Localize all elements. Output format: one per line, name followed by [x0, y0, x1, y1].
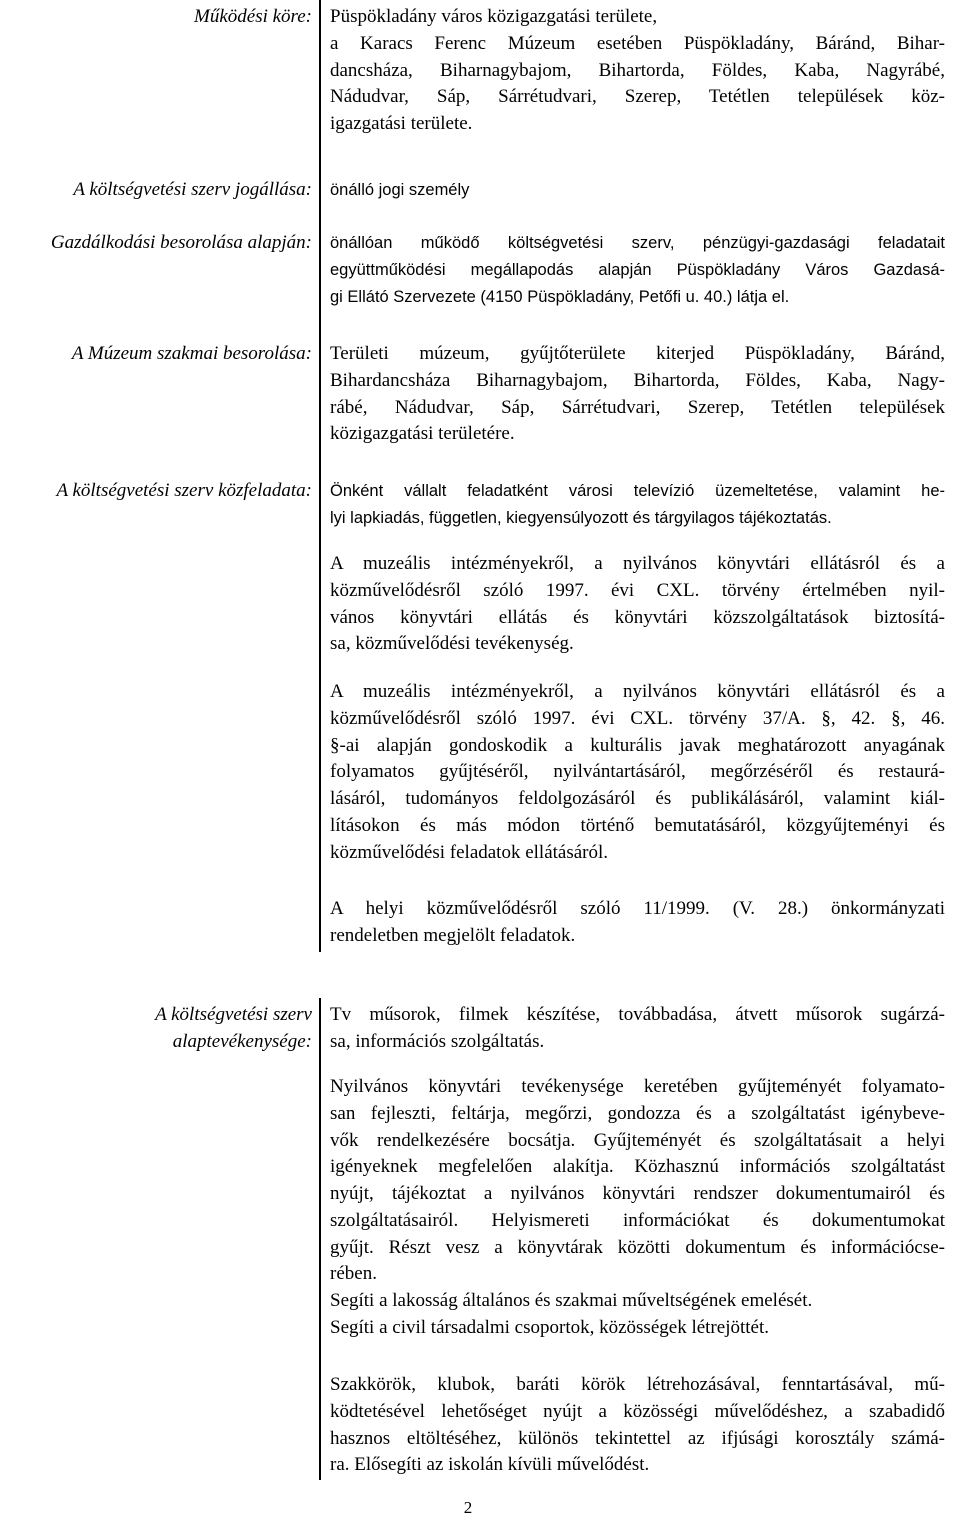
text-line: nyújt, tájékoztat a nyilvános könyvtári rendszer dokumentumairól és — [330, 1183, 945, 1204]
paragraph-muzeum-besorolas — [330, 341, 945, 448]
paragraph-mukodesi-kore — [330, 4, 945, 138]
text-line: A muzeális intézményekről, a nyilvános könyvtári ellátásról és a — [330, 681, 945, 702]
text-line: közművelődésről szóló 1997. évi CXL. törvény 37/A. §, 42. §, 46. — [330, 707, 945, 729]
paragraph-alaptevekenyseg-3 — [330, 1372, 945, 1479]
text-line: igazgatási területe. — [330, 113, 473, 134]
label-line: A költségvetési szerv — [155, 1004, 312, 1025]
paragraph-jogallasa — [330, 177, 945, 204]
label-line: Működési köre: — [194, 6, 312, 27]
text-line: Bihardancsháza Biharnagybajom, Bihartorda, Földes, Kaba, Nagy- — [330, 369, 945, 391]
text-line: A muzeális intézményekről, a nyilvános könyvtári ellátásról és a — [330, 553, 945, 574]
label-mukodesi-kore — [0, 4, 312, 31]
text-line: sa, közművelődési tevékenység. — [330, 633, 574, 655]
text-line: Szakkörök, klubok, baráti körök létrehozásával, fenntartásával, mű- — [330, 1374, 945, 1395]
text-line: sa, információs szolgáltatás. — [330, 1030, 545, 1052]
text-line: Nádudvar, Sáp, Sárrétudvari, Szerep, Tetétlen települések köz- — [330, 86, 945, 108]
paragraph-kozfeladata-3 — [330, 679, 945, 866]
text-line: gyűjt. Részt vesz a könyvtárak közötti dokumentum és információcse- — [330, 1236, 945, 1258]
label-line: alaptevékenysége: — [172, 1030, 312, 1052]
label-alaptevekenysege — [0, 1002, 312, 1056]
text-line: san fejleszti, feltárja, megőrzi, gondozza és a szolgáltatást igénybeve- — [330, 1102, 945, 1124]
text-line: ra. Elősegíti az iskolán kívüli művelődést. — [330, 1454, 650, 1476]
paragraph-kozfeladata-2 — [330, 551, 945, 658]
text-line: lításokon és más módon történő bemutatásáról, közgyűjteményi és — [330, 814, 945, 836]
label-kozfeladata — [0, 478, 312, 505]
page-number: 2 — [463, 1498, 473, 1517]
label-line: A költségvetési szerv közfeladata: — [56, 480, 312, 501]
text-line: önállóan működő költségvetési szerv, pénzügyi-gazdasági feladatait — [330, 234, 945, 252]
label-muzeum-besorolas — [0, 341, 312, 368]
text-line: vők rendelkezésére bocsátja. Gyűjteményét és szolgáltatásait a helyi — [330, 1129, 945, 1151]
paragraph-alaptevekenyseg-2 — [330, 1074, 945, 1342]
label-jogallasa — [0, 177, 312, 204]
text-line: közművelődésről szóló 1997. évi CXL. törvény értelmében nyil- — [330, 579, 945, 601]
label-line: A költségvetési szerv jogállása: — [73, 179, 312, 200]
text-line: Segíti a civil társadalmi csoportok, közösségek létrejöttét. — [330, 1316, 769, 1338]
text-line: Püspökladány város közigazgatási területe, — [330, 6, 658, 27]
text-line: lásáról, tudományos feldolgozásáról és publikálásáról, valamint kiál- — [330, 788, 945, 809]
label-line: A Múzeum szakmai besorolása: — [71, 343, 312, 364]
text-line: hasznos eltöltéséhez, különös tekintettel az ifjúsági korosztály számá- — [330, 1427, 945, 1449]
text-line: lyi lapkiadás, független, kiegyensúlyozott és tárgyilagos tájékoztatás. — [330, 508, 832, 527]
paragraph-alaptevekenyseg-1 — [330, 1002, 945, 1056]
label-line: Gazdálkodási besorolása alapján: — [50, 232, 312, 253]
text-line: együttműködési megállapodás alapján Püspökladány Város Gazdasá- — [330, 260, 945, 279]
text-line: §-ai alapján gondoskodik a kulturális javak meghatározott anyagának — [330, 734, 945, 756]
text-line: folyamatos gyűjtéséről, nyilvántartásáról, megőrzéséről és restaurá- — [330, 761, 945, 783]
text-line: Területi múzeum, gyűjtőterülete kiterjed Püspökladány, Báránd, — [330, 343, 945, 364]
paragraph-kozfeladata-4 — [330, 896, 945, 950]
text-line: Önként vállalt feladatként városi televízió üzemeltetése, valamint he- — [330, 482, 945, 500]
text-line: igényeknek megfelelően alakítja. Közhasznú információs szolgáltatást — [330, 1156, 945, 1178]
text-line: Segíti a lakosság általános és szakmai műveltségének emelését. — [330, 1290, 813, 1311]
text-line: közművelődési feladatok ellátásáról. — [330, 841, 609, 863]
text-line: Nyilvános könyvtári tevékenysége keretében gyűjteményét folyamato- — [330, 1076, 945, 1097]
label-gazdalkodasi-besorolas — [0, 230, 312, 257]
column-divider-upper — [319, 0, 321, 952]
text-line: szolgáltatásairól. Helyismereti információkat és dokumentumokat — [330, 1209, 945, 1231]
paragraph-gazdalkodasi-besorolas — [330, 230, 945, 310]
text-line: rendeletben megjelölt feladatok. — [330, 924, 576, 946]
text-line: rábé, Nádudvar, Sáp, Sárrétudvari, Szerep, Tetétlen települések — [330, 396, 945, 418]
text-line: önálló jogi személy — [330, 181, 470, 199]
text-line: A helyi közművelődésről szóló 11/1999. (V. 28.) önkormányzati — [330, 898, 945, 919]
text-line: gi Ellátó Szervezete (4150 Püspökladány, Petőfi u. 40.) látja el. — [330, 287, 790, 306]
text-line: rében. — [330, 1263, 377, 1285]
text-line: a Karacs Ferenc Múzeum esetében Püspökladány, Báránd, Bihar- — [330, 32, 945, 54]
text-line: ködtetésével lehetőséget nyújt a közösségi művelődéshez, a szabadidő — [330, 1400, 945, 1422]
paragraph-kozfeladata-1 — [330, 478, 945, 532]
text-line: dancsháza, Biharnagybajom, Bihartorda, Földes, Kaba, Nagyrábé, — [330, 59, 945, 81]
text-line: Tv műsorok, filmek készítése, továbbadása, átvett műsorok sugárzá- — [330, 1004, 945, 1025]
text-line: közigazgatási területére. — [330, 423, 515, 445]
text-line: vános könyvtári ellátás és könyvtári közszolgáltatások biztosítá- — [330, 606, 945, 628]
column-divider-lower — [319, 998, 321, 1480]
